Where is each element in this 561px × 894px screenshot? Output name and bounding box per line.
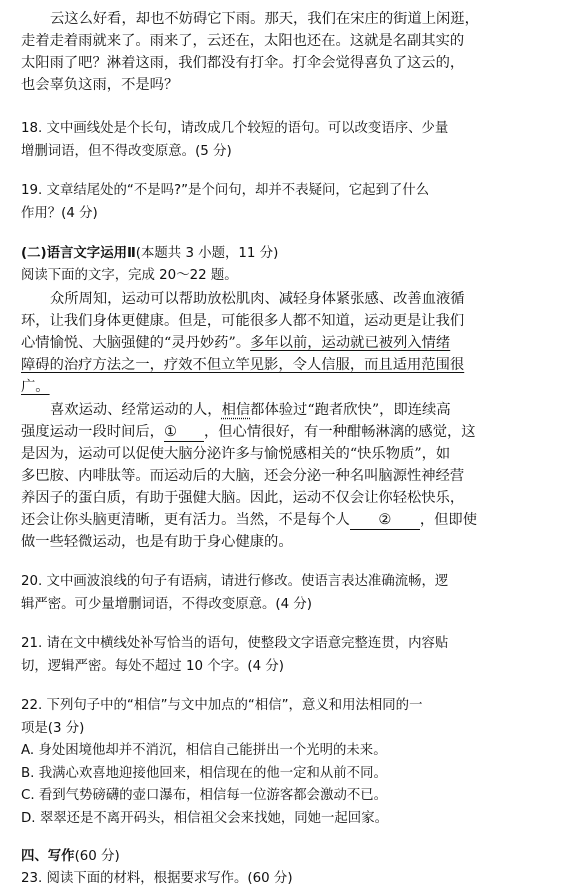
passage2-line-3-plain: 心情愉悦、大脑强健的“灵丹妙药”。 [21,335,251,351]
question-21-line-1: 21. 请在文中横线处补写恰当的语句，使整段文字语意完整连贯，内容贴 [21,636,449,651]
passage2-line-6 [50,400,451,420]
passage2-line-11-end: ，但即使 [419,512,478,528]
answer-blank-1: ① [164,424,204,442]
passage1-line-2: 走着走着雨就来了。雨来了，云还在，太阳也还在。这就是名副其实的 [21,33,465,49]
passage1-line-4: 也会辜负这雨，不是吗？ [21,77,179,93]
passage2-line-7-end: ，但心情很好，有一种酣畅淋漓的感觉，这 [203,424,476,440]
option-c: C. 看到气势磅礴的壶口瀑布，相信每一位游客都会激动不已。 [21,788,388,803]
passage2-line-12: 做一些轻微运动，也是有助于身心健康的。 [21,534,293,550]
passage2-line-8: 是因为，运动可以促使大脑分泌许多与愉悦感相关的“快乐物质”，如 [21,446,451,462]
passage2-line-10: 养因子的蛋白质，有助于强健大脑。因此，运动不仅会让你轻松快乐， [21,490,465,506]
passage2-line-7 [21,422,476,442]
question-18-line-1: 18. 文中画线处是个长句，请改成几个较短的语句。可以改变语序、少量 [21,121,449,136]
underlined-long-sentence-part-3: 广。 [21,379,50,395]
option-a: A. 身处困境他却并不消沉，相信自己能拼出一个光明的未来。 [21,743,387,758]
passage2-line-4 [21,355,464,375]
passage1-line-1: 云这么好看，却也不妨碍它下雨。那天，我们在宋庄的街道上闲逛， [50,11,479,27]
passage2-p2-rest: 都体验过“跑者欣快”，即连续高 [250,402,451,418]
question-21-line-2: 切，逻辑严密。每处不超过 10 个字。(4 分) [21,659,285,674]
passage1-line-3: 太阳雨了吧？淋着这雨，我们都没有打伞。打伞会觉得喜负了这云的， [21,55,465,71]
passage2-line-2: 环，让我们身体更健康。但是，可能很多人都不知道，运动更是让我们 [21,313,465,329]
underlined-long-sentence-part-1: 多年以前，运动就已被列入情绪 [250,335,451,351]
section-4-heading [21,847,120,867]
question-18-line-2: 增删词语，但不得改变原意。(5 分) [21,144,232,159]
passage2-line-3 [21,333,450,353]
passage2-line-7-start: 强度运动一段时间后， [21,424,164,440]
question-19-line-2: 作用？(4 分) [21,206,98,221]
section-2-title: (二)语言文字运用Ⅱ [21,246,136,261]
underlined-long-sentence-part-2: 障碍的治疗方法之一，疗效不但立竿见影，令人信服，而且适用范围很 [21,357,465,373]
passage2-line-11-start: 还会让你头脑更清晰，更有活力。当然，不是每个人 [21,512,350,528]
passage2-line-9: 多巴胺、内啡肽等。而运动后的大脑，还会分泌一种名叫脑源性神经营 [21,468,465,484]
section-2-note: (本题共 3 小题，11 分) [135,246,279,261]
section-4-title: 四、写作 [21,849,75,864]
section-4-note: (60 分) [74,849,120,864]
answer-blank-2: ② [350,512,420,530]
section-2-instruction: 阅读下面的文字，完成 20～22 题。 [21,268,238,283]
dotted-word-xiangxin: 相信 [221,402,251,418]
question-20-line-2: 辑严密。可少量增删词语，不得改变原意。(4 分) [21,597,313,612]
passage2-line-1: 众所周知，运动可以帮助放松肌肉、减轻身体紧张感、改善血液循 [50,291,465,307]
section-2-heading [21,244,278,264]
question-19-line-1: 19. 文章结尾处的“不是吗?”是个问句，却并不表疑问，它起到了什么 [21,183,430,198]
passage2-p2-start: 喜欢运动、经常运动的人， [50,402,222,418]
option-b: B. 我满心欢喜地迎接他回来，相信现在的他一定和从前不同。 [21,766,387,781]
question-22-line-1: 22. 下列句子中的“相信”与文中加点的“相信”，意义和用法相同的一 [21,698,423,713]
option-d: D. 翠翠还是不离开码头，相信祖父会来找她，同她一起回家。 [21,811,388,826]
question-20-line-1: 20. 文中画波浪线的句子有语病，请进行修改。使语言表达准确流畅，逻 [21,574,449,589]
passage2-line-11 [21,510,477,530]
passage2-line-5 [21,377,50,397]
question-23: 23. 阅读下面的材料，根据要求写作。(60 分) [21,871,293,886]
question-22-line-2: 项是(3 分) [21,721,85,736]
